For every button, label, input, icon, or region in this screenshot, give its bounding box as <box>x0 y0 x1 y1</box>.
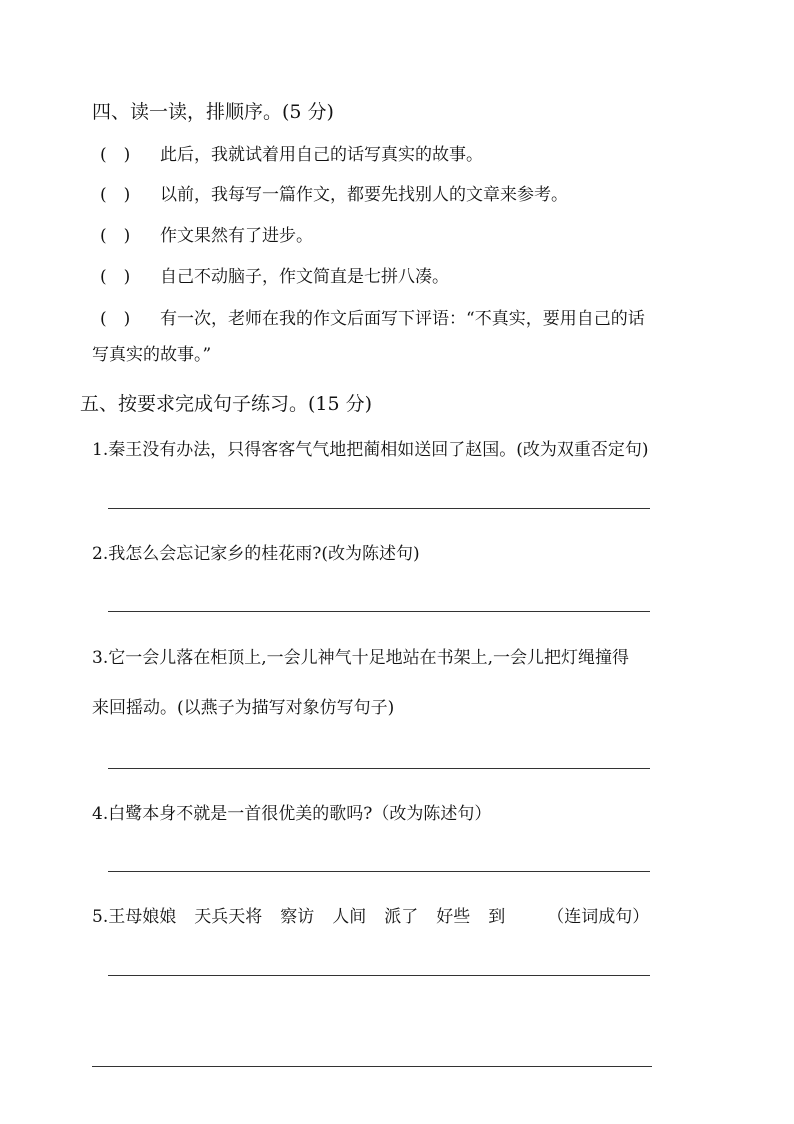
section5-title: 五、按要求完成句子练习。(15 分) <box>80 393 373 415</box>
answer-line-4[interactable] <box>108 871 650 872</box>
order-item-2 <box>100 184 568 206</box>
question-2: 2.我怎么会忘记家乡的桂花雨?(改为陈述句) <box>92 544 420 564</box>
order-blank[interactable]: ( ) <box>100 145 131 165</box>
answer-line-2[interactable] <box>108 611 650 612</box>
order-item-text: 以前，我每写一篇作文，都要先找别人的文章来参考。 <box>160 185 568 205</box>
answer-line-6[interactable] <box>92 1066 652 1067</box>
order-item-5-continuation: 写真实的故事。” <box>92 345 212 365</box>
order-blank[interactable]: ( ) <box>100 267 131 287</box>
question-5-instruction: （连词成句） <box>547 907 650 927</box>
word-tile: 到 <box>488 907 506 927</box>
question-4: 4.白鹭本身不就是一首很优美的歌吗?（改为陈述句） <box>92 804 492 824</box>
order-item-text: 此后，我就试着用自己的话写真实的故事。 <box>160 145 483 165</box>
word-tile: 好些 <box>436 907 471 927</box>
answer-line-1[interactable] <box>108 508 650 509</box>
order-item-3 <box>100 225 313 247</box>
question-3-line-2: 来回摇动。(以燕子为描写对象仿写句子) <box>92 698 395 718</box>
answer-line-5[interactable] <box>108 975 650 976</box>
section4-title: 四、读一读，排顺序。(5 分) <box>92 101 334 123</box>
order-item-text: 有一次，老师在我的作文后面写下评语：“不真实，要用自己的话 <box>160 309 645 329</box>
order-item-1 <box>100 144 483 166</box>
order-item-text: 自己不动脑子，作文简直是七拼八凑。 <box>160 267 449 287</box>
word-tile: 天兵天将 <box>194 907 263 927</box>
question-1: 1.秦王没有办法，只得客客气气地把蔺相如送回了赵国。(改为双重否定句) <box>92 440 649 460</box>
word-tile: 派了 <box>384 907 419 927</box>
question-5-number: 5. <box>92 907 109 927</box>
word-tile: 人间 <box>332 907 367 927</box>
question-3-line-1: 3.它一会儿落在柜顶上,一会儿神气十足地站在书架上,一会儿把灯绳撞得 <box>92 648 630 668</box>
order-blank[interactable]: ( ) <box>100 309 131 329</box>
order-blank[interactable]: ( ) <box>100 226 131 246</box>
order-item-text: 作文果然有了进步。 <box>160 226 313 246</box>
order-item-5 <box>100 308 645 330</box>
question-5 <box>92 906 649 928</box>
answer-line-3[interactable] <box>108 768 650 769</box>
word-tile: 王母娘娘 <box>108 907 177 927</box>
order-blank[interactable]: ( ) <box>100 185 131 205</box>
order-item-4 <box>100 266 449 288</box>
word-tile: 察访 <box>280 907 315 927</box>
